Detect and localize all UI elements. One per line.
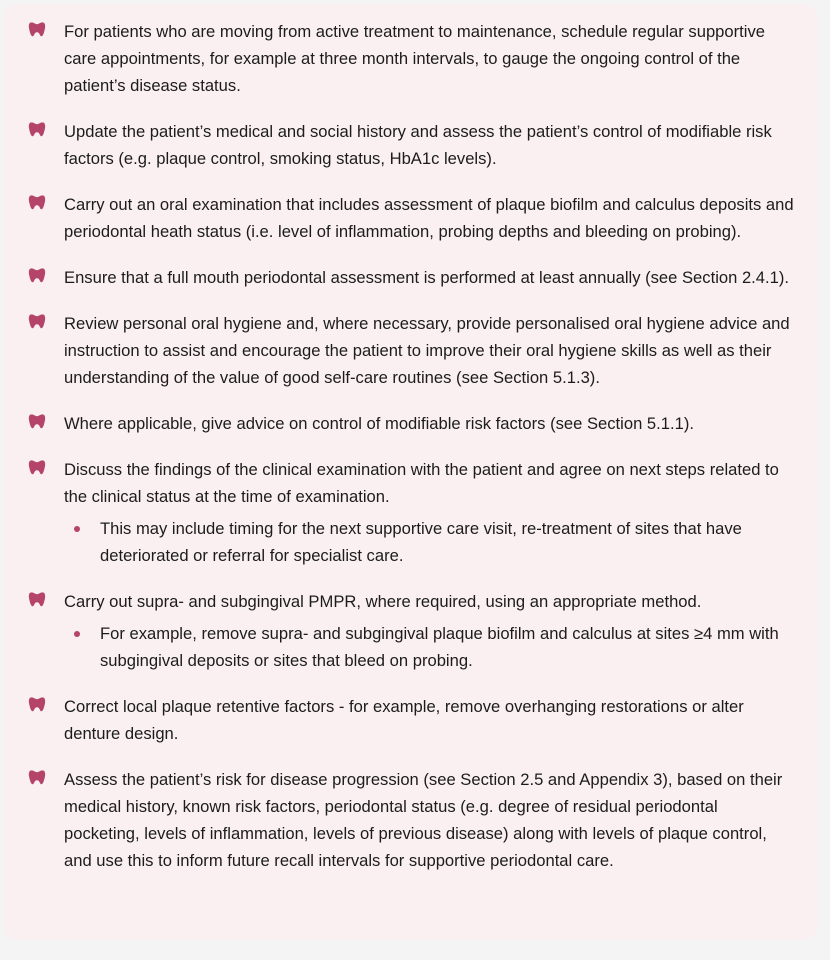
- list-item: [26, 191, 796, 245]
- list-item-text: Update the patient’s medical and social history and assess the patient’s control of modifiable risk factors (e.g. plaque control, smoking status, HbA1c levels).: [64, 122, 772, 168]
- sub-list-item-text: This may include timing for the next supportive care visit, re-treatment of sites that have deteriorated or referral for specialist care.: [100, 519, 742, 565]
- tooth-icon: [28, 121, 46, 139]
- tooth-icon: [28, 313, 46, 331]
- list-item-text: Where applicable, give advice on control of modifiable risk factors (see Section 5.1.1).: [64, 414, 694, 433]
- list-item: [26, 264, 796, 291]
- dot-icon: [74, 631, 80, 637]
- tooth-icon: [28, 459, 46, 477]
- list-item-text: Carry out an oral examination that includes assessment of plaque biofilm and calculus deposits and periodontal heath status (i.e. level of inflammation, probing depths and bleeding on probing).: [64, 195, 794, 241]
- dot-icon: [74, 526, 80, 532]
- list-item: [26, 310, 796, 391]
- sub-list-item-text: For example, remove supra- and subgingival plaque biofilm and calculus at sites ≥4 mm with subgingival deposits or sites that bleed on probing.: [100, 624, 779, 670]
- sub-list-item: [64, 620, 796, 674]
- list-item: [26, 693, 796, 747]
- list-item: [26, 118, 796, 172]
- tooth-icon: [28, 591, 46, 609]
- list-item-text: Assess the patient’s risk for disease progression (see Section 2.5 and Appendix 3), based on their medical history, known risk factors, periodontal status (e.g. degree of residual periodontal pocketing, levels of inflammation, levels of previous disease) along with levels of plaque control, and use this to inform future recall intervals for supportive periodontal care.: [64, 770, 783, 870]
- list-item: [26, 410, 796, 437]
- list-item: [26, 588, 796, 674]
- list-item: [26, 456, 796, 569]
- tooth-icon: [28, 267, 46, 285]
- list-item-text: For patients who are moving from active treatment to maintenance, schedule regular supportive care appointments, for example at three month intervals, to gauge the ongoing control of the patient’s disease status.: [64, 22, 765, 95]
- list-item-text: Review personal oral hygiene and, where necessary, provide personalised oral hygiene advice and instruction to assist and encourage the patient to improve their oral hygiene skills as well as their understanding of the value of good self-care routines (see Section 5.1.3).: [64, 314, 790, 387]
- sub-list-item: [64, 515, 796, 569]
- tooth-icon: [28, 696, 46, 714]
- tooth-icon: [28, 194, 46, 212]
- tooth-icon: [28, 413, 46, 431]
- list-item-text: Discuss the findings of the clinical examination with the patient and agree on next steps related to the clinical status at the time of examination.: [64, 460, 779, 506]
- list-item: [26, 18, 796, 99]
- guideline-panel: [4, 4, 818, 940]
- list-item: [26, 766, 796, 874]
- list-item-text: Ensure that a full mouth periodontal assessment is performed at least annually (see Section 2.4.1).: [64, 268, 789, 287]
- list-item-text: Carry out supra- and subgingival PMPR, where required, using an appropriate method.: [64, 592, 702, 611]
- list-item-text: Correct local plaque retentive factors - for example, remove overhanging restorations or alter denture design.: [64, 697, 744, 743]
- tooth-icon: [28, 21, 46, 39]
- tooth-icon: [28, 769, 46, 787]
